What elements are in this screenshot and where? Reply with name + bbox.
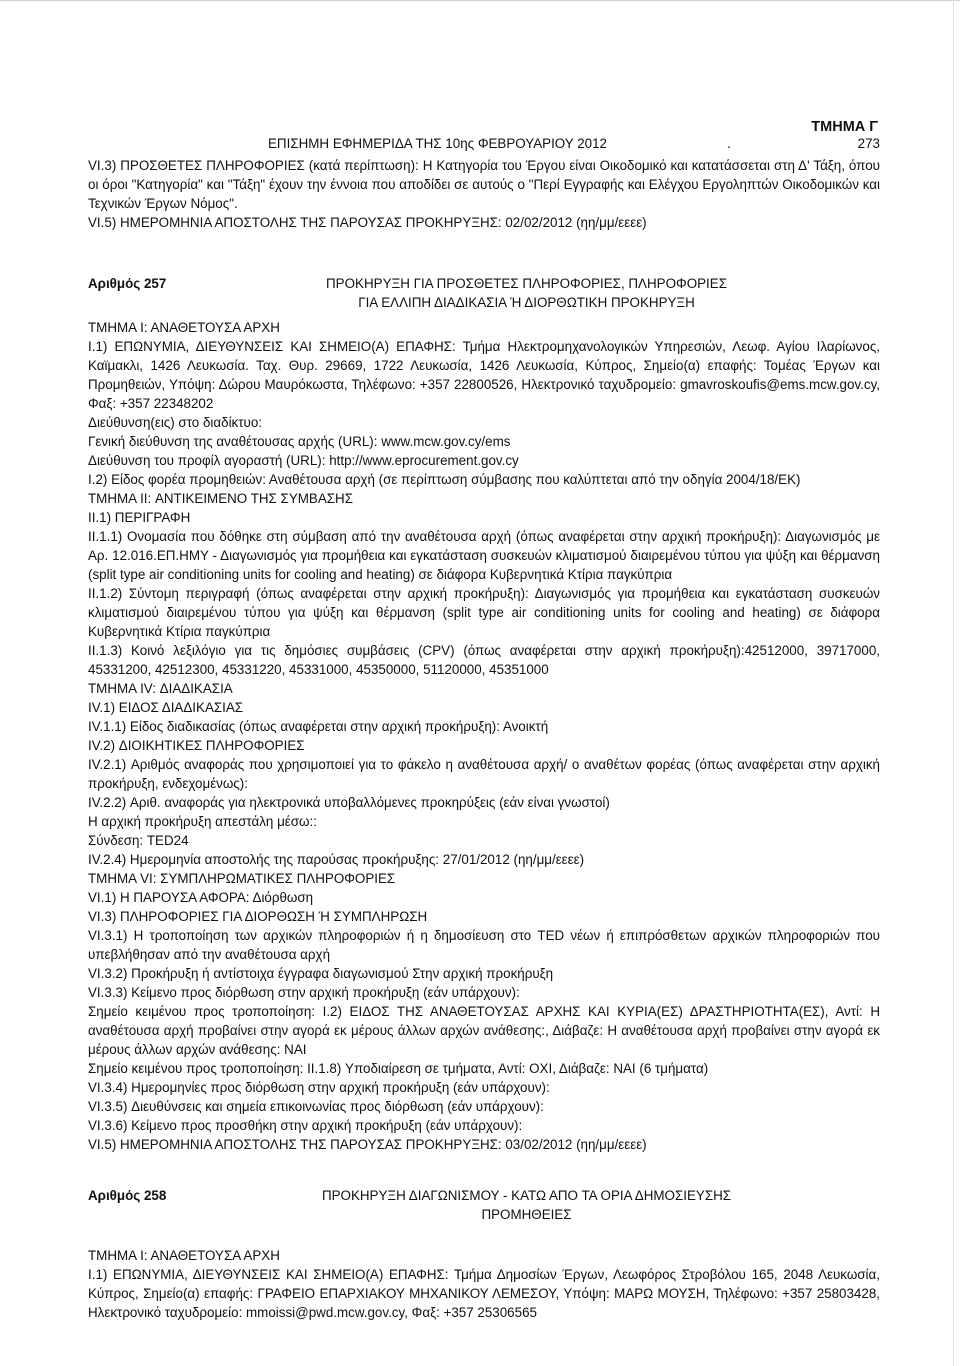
notice-heading: [88, 1186, 880, 1224]
paragraph: II.1) ΠΕΡΙΓΡΑΦΗ: [88, 510, 191, 525]
paragraph: Διεύθυνση(εις) στο διαδίκτυο:: [88, 415, 263, 430]
paragraph: I.2) Είδος φορέα προμηθειών: Αναθέτουσα αρχή (σε περίπτωση σύμβασης που καλύπτεται από την οδηγία 2004/18/ΕΚ): [88, 472, 801, 487]
paragraph: Διεύθυνση του προφίλ αγοραστή (URL): http://www.eprocurement.gov.cy: [88, 453, 519, 468]
paragraph: VI.3.6) Κείμενο προς προσθήκη στην αρχική προκήρυξη (εάν υπάρχουν):: [88, 1118, 523, 1133]
paragraph: II.1.1) Ονομασία που δόθηκε στη σύμβαση από την αναθέτουσα αρχή (όπως αναφέρεται στην αρχική προκήρυξη): Διαγωνισμός με Αρ. 12.016.ΕΠ.ΗΜΥ - Διαγωνισμός για προμήθεια και εγκατάσταση συσκευών κλιματισμού διαιρεμένου τύπου για ψύξη και θέρμανση (split type air conditioning units for cooling and heating) σε διάφορα Κυβερνητικά Κτίρια παγκύπρια: [88, 529, 880, 582]
scan-right-edge: [953, 0, 954, 1366]
scan-top-edge: [0, 0, 960, 1]
section-mark: ΤΜΗΜΑ Γ: [811, 119, 878, 135]
paragraph: IV.1.1) Είδος διαδικασίας (όπως αναφέρεται στην αρχική προκήρυξη): Ανοικτή: [88, 719, 549, 734]
notice-title-line: ΠΡΟΚΗΡΥΞΗ ΓΙΑ ΠΡΟΣΘΕΤΕΣ ΠΛΗΡΟΦΟΡΙΕΣ, ΠΛΗΡΟΦΟΡΙΕΣ: [326, 276, 727, 291]
paragraph: Γενική διεύθυνση της αναθέτουσας αρχής (URL): www.mcw.gov.cy/ems: [88, 434, 511, 449]
paragraph: ΤΜΗΜΑ VI: ΣΥΜΠΛΗΡΩΜΑΤΙΚΕΣ ΠΛΗΡΟΦΟΡΙΕΣ: [88, 871, 396, 886]
page-number: 273: [857, 136, 880, 151]
paragraph: Σημείο κειμένου προς τροποποίηση: II.1.8) Υποδιαίρεση σε τμήματα, Αντί: ΟΧΙ, Διάβαζε: ΝΑΙ (6 τμήματα): [88, 1061, 709, 1076]
paragraph: ΤΜΗΜΑ IV: ΔΙΑΔΙΚΑΣΙΑ: [88, 681, 233, 696]
header-dot: .: [726, 136, 731, 151]
paragraph: Σύνδεση: TED24: [88, 833, 189, 848]
notice-body: [88, 1246, 880, 1322]
paragraph: VI.5) ΗΜΕΡΟΜΗΝΙΑ ΑΠΟΣΤΟΛΗΣ ΤΗΣ ΠΑΡΟΥΣΑΣ ΠΡΟΚΗΡΥΞΗΣ: 03/02/2012 (ηη/μμ/εεεε): [88, 1137, 647, 1152]
paragraph: Η αρχική προκήρυξη απεστάλη μέσω::: [88, 814, 317, 829]
top-block: [88, 156, 880, 232]
notice-title-line: ΓΙΑ ΕΛΛΙΠΗ ΔΙΑΔΙΚΑΣΙΑ Ή ΔΙΟΡΘΩΤΙΚΗ ΠΡΟΚΗΡΥΞΗ: [358, 295, 695, 310]
paragraph: ΤΜΗΜΑ Ι: ΑΝΑΘΕΤΟΥΣΑ ΑΡΧΗ: [88, 320, 280, 335]
notice-number: Αριθμός 257: [88, 276, 167, 291]
paragraph: II.1.3) Κοινό λεξιλόγιο για τις δημόσιες συμβάσεις (CPV) (όπως αναφέρεται στην αρχική προκήρυξη):42512000, 39717000, 45331200, 42512300, 45331220, 45331000, 45350000, 51120000, 45351000: [88, 643, 880, 677]
paragraph: Σημείο κειμένου προς τροποποίηση: I.2) ΕΙΔΟΣ ΤΗΣ ΑΝΑΘΕΤΟΥΣΑΣ ΑΡΧΗΣ ΚΑΙ ΚΥΡΙΑ(ΕΣ) ΔΡΑΣΤΗΡΙΟΤΗΤΑ(ΕΣ), Αντί: Η αναθέτουσα αρχή προβαίνει στην αγορά εκ μέρους άλλων αρχών ανάθεσης:, Διάβαζε: Η αναθέτουσα αρχή προβαίνει στην αγορά εκ μέρους άλλων αρχών ανάθεσης: ΝΑΙ: [88, 1004, 880, 1057]
notice-title-line: ΠΡΟΚΗΡΥΞΗ ΔΙΑΓΩΝΙΣΜΟΥ - ΚΑΤΩ ΑΠΟ ΤΑ ΟΡΙΑ ΔΗΜΟΣΙΕΥΣΗΣ: [321, 1188, 732, 1203]
paragraph: VI.3.3) Κείμενο προς διόρθωση στην αρχική προκήρυξη (εάν υπάρχουν):: [88, 985, 520, 1000]
paragraph: VI.3.1) Η τροποποίηση των αρχικών πληροφοριών ή η δημοσίευση στο TED νέων ή επιπρόσθετων αρχικών πληροφοριών που υπεβλήθησαν από την αναθέτουσα αρχή: [88, 928, 880, 962]
paragraph: ΤΜΗΜΑ II: ΑΝΤΙΚΕΙΜΕΝΟ ΤΗΣ ΣΥΜΒΑΣΗΣ: [88, 491, 353, 506]
paragraph: IV.2) ΔΙΟΙΚΗΤΙΚΕΣ ΠΛΗΡΟΦΟΡΙΕΣ: [88, 738, 305, 753]
notice-title-line: ΠΡΟΜΗΘΕΙΕΣ: [481, 1207, 572, 1222]
notice-title: [263, 274, 880, 312]
paragraph: IV.1) ΕΙΔΟΣ ΔΙΑΔΙΚΑΣΙΑΣ: [88, 700, 244, 715]
paragraph: II.1.2) Σύντομη περιγραφή (όπως αναφέρεται στην αρχική προκήρυξη): Διαγωνισμός για προμήθεια και εγκατάσταση συσκευών κλιματισμού διαιρεμένου τύπου για ψύξη και θέρμανση (split type air conditioning units for cooling and heating) σε διάφορα Κυβερνητικά Κτίρια παγκύπρια: [88, 586, 880, 639]
paragraph: IV.2.4) Ημερομηνία αποστολής της παρούσας προκήρυξης: 27/01/2012 (ηη/μμ/εεεε): [88, 852, 585, 867]
running-header: [268, 134, 880, 153]
paragraph: I.1) ΕΠΩΝΥΜΙΑ, ΔΙΕΥΘΥΝΣΕΙΣ ΚΑΙ ΣΗΜΕΙΟ(Α) ΕΠΑΦΗΣ: Τμήμα Ηλεκτρομηχανολογικών Υπηρεσιών, Λεωφ. Αγίου Ιλαρίωνος, Καϊμακλι, 1426 Λευκωσία. Ταχ. Θυρ. 29669, 1722 Λευκωσία, 1426 Λευκωσία, Κύπρος, Σημείο(α) επαφής: Τομέας Έργων και Προμηθειών, Υπόψη: Δώρου Μαυρόκωστα, Τηλέφωνο: +357 22800526, Ηλεκτρονικό ταχυδρομείο: gmavroskoufis@ems.mcw.gov.cy, Φαξ: +357 22348202: [88, 339, 880, 411]
paragraph: VI.3) ΠΡΟΣΘΕΤΕΣ ΠΛΗΡΟΦΟΡΙΕΣ (κατά περίπτωση): Η Κατηγορία του Έργου είναι Οικοδομικό και κατατάσσεται στη Δ' Τάξη, όπου οι όροι "Κατηγορία" και "Τάξη" έχουν την έννοια που αποδίδει σε αυτούς ο "Περί Εγγραφής και Ελέγχου Εργοληπτών Οικοδομικών και Τεχνικών Έργων Νόμος".: [88, 158, 880, 211]
paragraph: VI.5) ΗΜΕΡΟΜΗΝΙΑ ΑΠΟΣΤΟΛΗΣ ΤΗΣ ΠΑΡΟΥΣΑΣ ΠΡΟΚΗΡΥΞΗΣ: 02/02/2012 (ηη/μμ/εεεε): [88, 215, 647, 230]
paragraph: I.1) ΕΠΩΝΥΜΙΑ, ΔΙΕΥΘΥΝΣΕΙΣ ΚΑΙ ΣΗΜΕΙΟ(Α) ΕΠΑΦΗΣ: Τμήμα Δημοσίων Έργων, Λεωφόρος Στροβόλου 165, 2048 Λευκωσία, Κύπρος, Σημείο(α) επαφής: ΓΡΑΦΕΙΟ ΕΠΑΡΧΙΑΚΟΥ ΜΗΧΑΝΙΚΟΥ ΛΕΜΕΣΟΥ, Υπόψη: ΜΑΡΩ ΜΟΥΣΗ, Τηλέφωνο: +357 25803428, Ηλεκτρονικό ταχυδρομείο: mmoissi@pwd.mcw.gov.cy, Φαξ: +357 25306565: [88, 1267, 880, 1320]
paragraph: VI.3.2) Προκήρυξη ή αντίστοιχα έγγραφα διαγωνισμού Στην αρχική προκήρυξη: [88, 966, 554, 981]
notice-258: [88, 1186, 880, 1322]
notice-257: [88, 274, 880, 1154]
paragraph: VI.3.5) Διευθύνσεις και σημεία επικοινωνίας προς διόρθωση (εάν υπάρχουν):: [88, 1099, 544, 1114]
notice-body: [88, 318, 880, 1154]
paragraph: VI.1) Η ΠΑΡΟΥΣΑ ΑΦΟΡΑ: Διόρθωση: [88, 890, 314, 905]
paragraph: IV.2.1) Αριθμός αναφοράς που χρησιμοποιεί για το φάκελο η αναθέτουσα αρχή/ ο αναθέτων φορέας (όπως αναφέρεται στην αρχική προκήρυξη, ενδεχομένως):: [88, 757, 880, 791]
notice-number: Αριθμός 258: [88, 1188, 167, 1203]
notice-title: [263, 1186, 880, 1224]
paragraph: IV.2.2) Αριθ. αναφοράς για ηλεκτρονικά υποβαλλόμενες προκηρύξεις (εάν είναι γνωστοί): [88, 795, 610, 810]
document-body: [88, 156, 880, 1322]
paragraph: VI.3.4) Ημερομηνίες προς διόρθωση στην αρχική προκήρυξη (εάν υπάρχουν):: [88, 1080, 550, 1095]
notice-heading: [88, 274, 880, 312]
paragraph: VI.3) ΠΛΗΡΟΦΟΡΙΕΣ ΓΙΑ ΔΙΟΡΘΩΣΗ Ή ΣΥΜΠΛΗΡΩΣΗ: [88, 909, 428, 924]
gazette-title: ΕΠΙΣΗΜΗ ΕΦΗΜΕΡΙΔΑ ΤΗΣ 10ης ΦΕΒΡΟΥΑΡΙΟΥ 2012 .: [268, 136, 731, 151]
paragraph: ΤΜΗΜΑ Ι: ΑΝΑΘΕΤΟΥΣΑ ΑΡΧΗ: [88, 1248, 280, 1263]
